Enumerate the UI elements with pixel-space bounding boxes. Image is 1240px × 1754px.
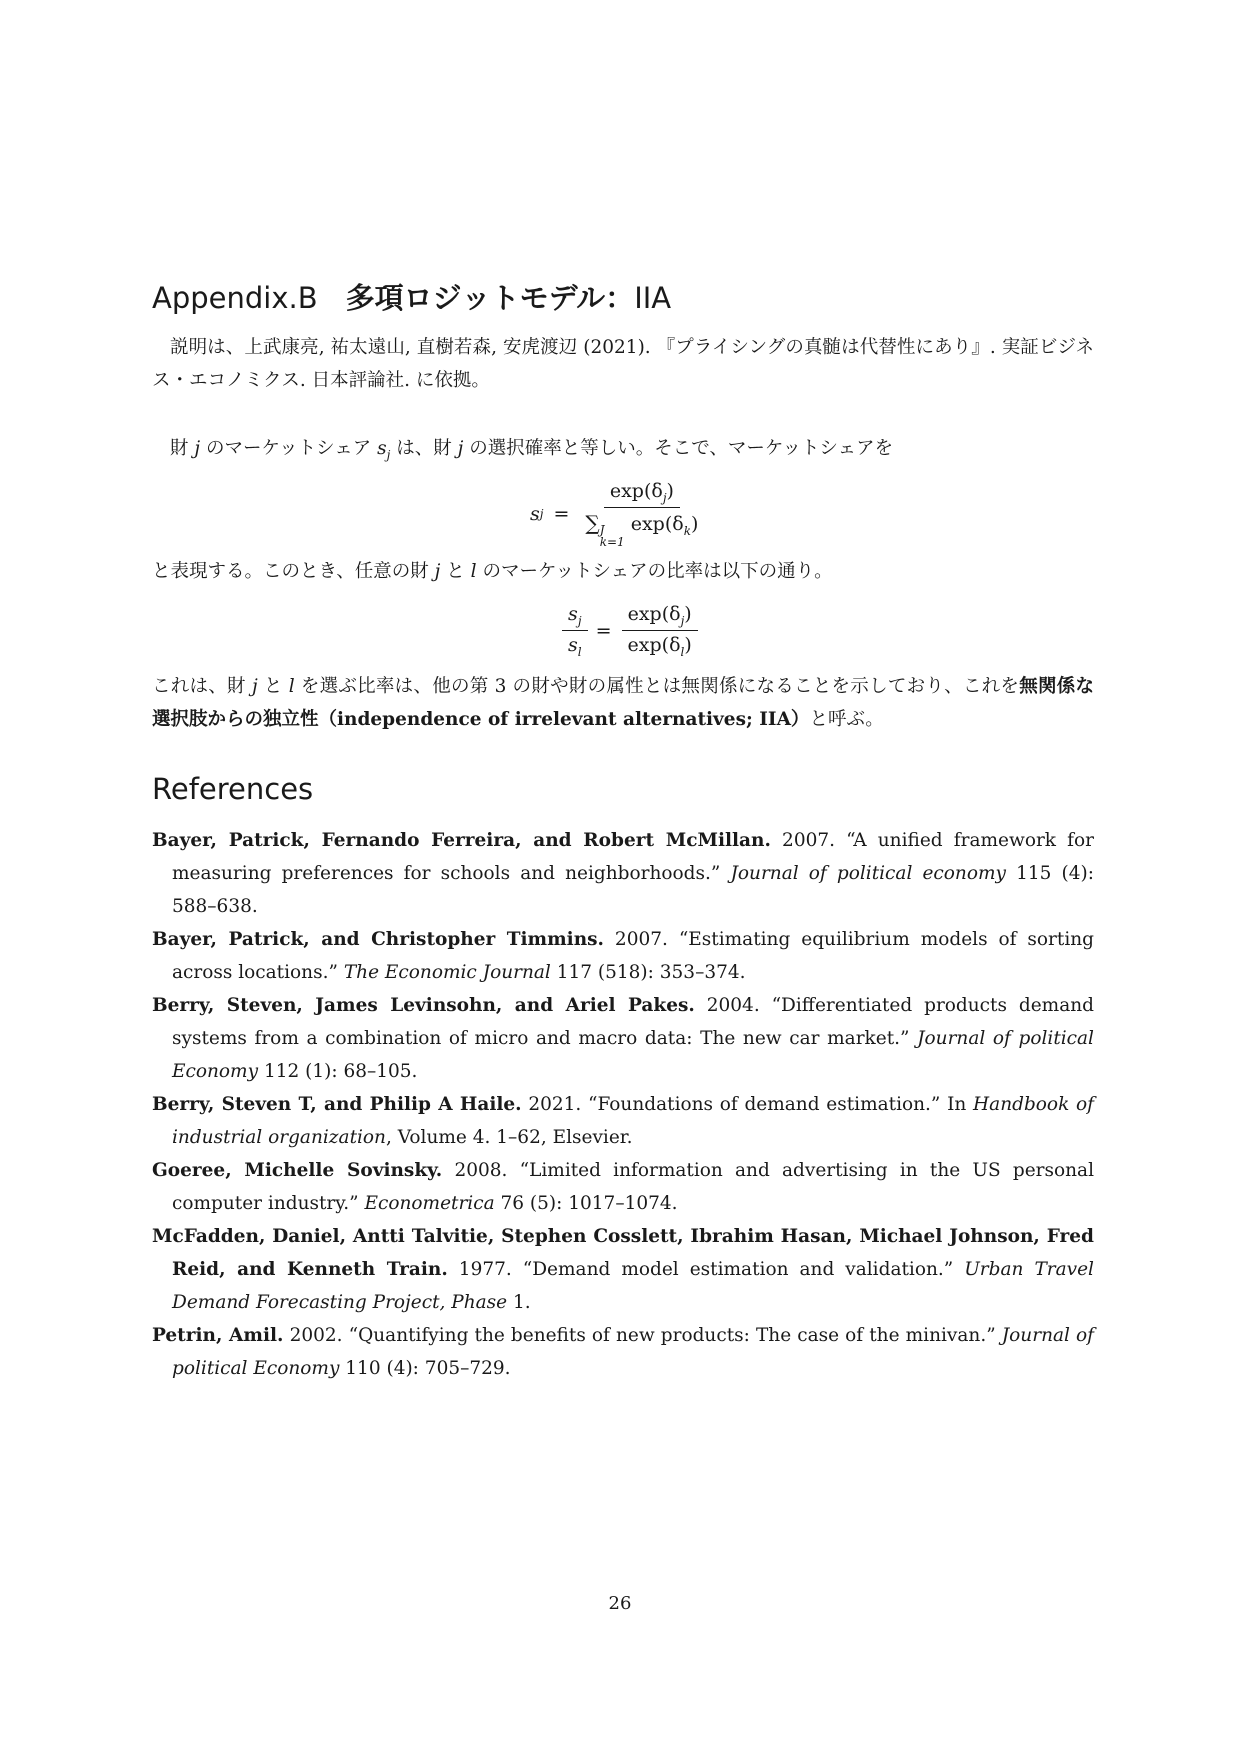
sum-limits <box>600 524 625 548</box>
math-exp: exp(δ <box>609 480 663 502</box>
math-sub-j: j <box>386 448 391 462</box>
reference-venue: Handbook of industrial organization <box>172 1094 1094 1148</box>
reference-authors: Berry, Steven T, and Philip A Haile. <box>152 1094 522 1115</box>
reference-item <box>152 989 1094 1088</box>
equals-sign: = <box>595 620 612 642</box>
reference-tail: 76 (5): 1017–1074. <box>494 1193 678 1214</box>
math-sub: l <box>680 645 685 659</box>
denominator <box>622 631 698 659</box>
fraction <box>579 480 704 548</box>
references-heading: References <box>152 772 314 806</box>
reference-venue: Urban Travel Demand Forecasting Project, Phase <box>172 1259 1094 1313</box>
appendix-title-jp: 多項ロジットモデル： <box>345 281 635 315</box>
reference-item <box>152 824 1094 923</box>
reference-venue: Econometrica <box>364 1193 495 1214</box>
text: と <box>257 676 289 697</box>
reference-details: 2004. “Differentiated products demand systems from a combination of micro and macro data: The new car market.” <box>172 995 1094 1049</box>
math-l: l <box>288 676 295 697</box>
reference-details: 2007. “A unified framework for measuring preferences for schools and neighborhoods.” <box>172 830 1094 884</box>
math-s: s <box>377 438 387 459</box>
paren: ) <box>666 480 674 502</box>
math-j: j <box>457 438 464 459</box>
paren: ) <box>690 513 699 535</box>
fraction-right <box>622 603 698 659</box>
reference-authors: Bayer, Patrick, Fernando Ferreira, and Robert McMillan. <box>152 830 771 851</box>
page-number: 26 <box>608 1593 632 1614</box>
text: のマーケットシェアの比率は以下の通り。 <box>476 561 833 582</box>
sum-lower: k=1 <box>599 535 625 549</box>
reference-details: 1977. “Demand model estimation and validation.” <box>447 1259 965 1280</box>
text: 財 <box>170 438 195 459</box>
paragraph-market-share <box>152 432 1094 472</box>
sum-symbol: ∑ <box>585 511 600 535</box>
text: と <box>440 561 471 582</box>
reference-tail: 112 (1): 68–105. <box>258 1061 418 1082</box>
math-sub: j <box>577 614 582 628</box>
reference-list <box>152 824 1094 1385</box>
reference-authors: Berry, Steven, James Levinsohn, and Ariel Pakes. <box>152 995 695 1016</box>
source-note: 説明は、上武康亮, 祐太遠山, 直樹若森, 安虎渡辺 (2021). 『プライシングの真髄は代替性にあり』. 実証ビジネス・エコノミクス. 日本評論社. に依拠。 <box>152 337 1094 391</box>
paren: ) <box>684 634 692 656</box>
paren: ) <box>684 603 692 625</box>
reference-details: 2008. “Limited information and advertising in the US personal computer industry.” <box>172 1160 1094 1214</box>
math-sub: l <box>577 645 582 659</box>
text: のマーケットシェア <box>200 438 378 459</box>
math-exp: exp(δ <box>627 603 681 625</box>
math-l: l <box>470 561 477 582</box>
reference-item <box>152 923 1094 989</box>
appendix-number: Appendix.B <box>152 281 318 315</box>
reference-authors: Goeree, Michelle Sovinsky. <box>152 1160 443 1181</box>
text: を選ぶ比率は、他の第 3 の財や財の属性とは無関係になることを示しており、これを <box>294 676 1020 697</box>
text: の選択確率と等しい。そこで、マーケットシェアを <box>463 438 894 459</box>
reference-tail: 115 (4): 588–638. <box>172 863 1094 917</box>
iia-definition: 無関係な選択肢からの独立性（independence of irrelevant alternatives; IIA） <box>152 676 1094 730</box>
reference-venue: Journal of political economy <box>730 863 1006 884</box>
equation-ratio <box>562 603 698 659</box>
reference-details: 2007. “Estimating equilibrium models of sorting across locations.” <box>172 929 1094 983</box>
numerator <box>562 603 588 631</box>
reference-item <box>152 1220 1094 1319</box>
numerator <box>604 480 680 508</box>
reference-tail: 117 (518): 353–374. <box>550 962 746 983</box>
math-sub: j <box>680 614 685 628</box>
text: と表現する。このとき、任意の財 <box>152 561 435 582</box>
denominator <box>579 508 704 548</box>
math-exp: exp(δ <box>627 634 681 656</box>
reference-venue: Journal of political Economy <box>172 1028 1094 1082</box>
appendix-heading <box>152 276 671 317</box>
reference-tail: , Volume 4. 1–62, Elsevier. <box>385 1127 633 1148</box>
reference-authors: McFadden, Daniel, Antti Talvitie, Stephen Cosslett, Ibrahim Hasan, Michael Johnson, Fred Reid, and Kenneth Train. <box>152 1226 1094 1280</box>
text: は、財 <box>390 438 458 459</box>
text: と呼ぶ。 <box>809 709 884 730</box>
math-sub: j <box>662 491 667 505</box>
reference-authors: Bayer, Patrick, and Christopher Timmins. <box>152 929 604 950</box>
appendix-title-tail: IIA <box>634 281 672 315</box>
numerator <box>622 603 698 631</box>
reference-item <box>152 1154 1094 1220</box>
math-sub: k <box>683 524 691 538</box>
reference-venue: Journal of political Economy <box>172 1325 1094 1379</box>
math-s: s <box>530 503 540 525</box>
math-exp: exp(δ <box>624 513 684 535</box>
paragraph-ratio <box>152 555 1094 588</box>
paragraph-iia <box>152 670 1094 736</box>
math-j: j <box>194 438 201 459</box>
reference-authors: Petrin, Amil. <box>152 1325 284 1346</box>
sum-upper: J <box>599 523 605 537</box>
reference-item <box>152 1088 1094 1154</box>
reference-venue: The Economic Journal <box>343 962 551 983</box>
fraction-left <box>562 603 588 659</box>
math-s: s <box>568 603 578 625</box>
math-s: s <box>568 634 578 656</box>
denominator <box>562 631 588 659</box>
reference-item <box>152 1319 1094 1385</box>
equation-share <box>530 480 704 548</box>
math-sub: j <box>539 507 544 521</box>
reference-details: 2021. “Foundations of demand estimation.” In <box>521 1094 974 1115</box>
reference-details: 2002. “Quantifying the benefits of new products: The case of the minivan.” <box>283 1325 1002 1346</box>
math-j: j <box>251 676 258 697</box>
reference-tail: 110 (4): 705–729. <box>339 1358 511 1379</box>
equals-sign: = <box>553 503 570 525</box>
math-j: j <box>434 561 441 582</box>
reference-tail: 1. <box>507 1292 531 1313</box>
text: これは、財 <box>152 676 252 697</box>
